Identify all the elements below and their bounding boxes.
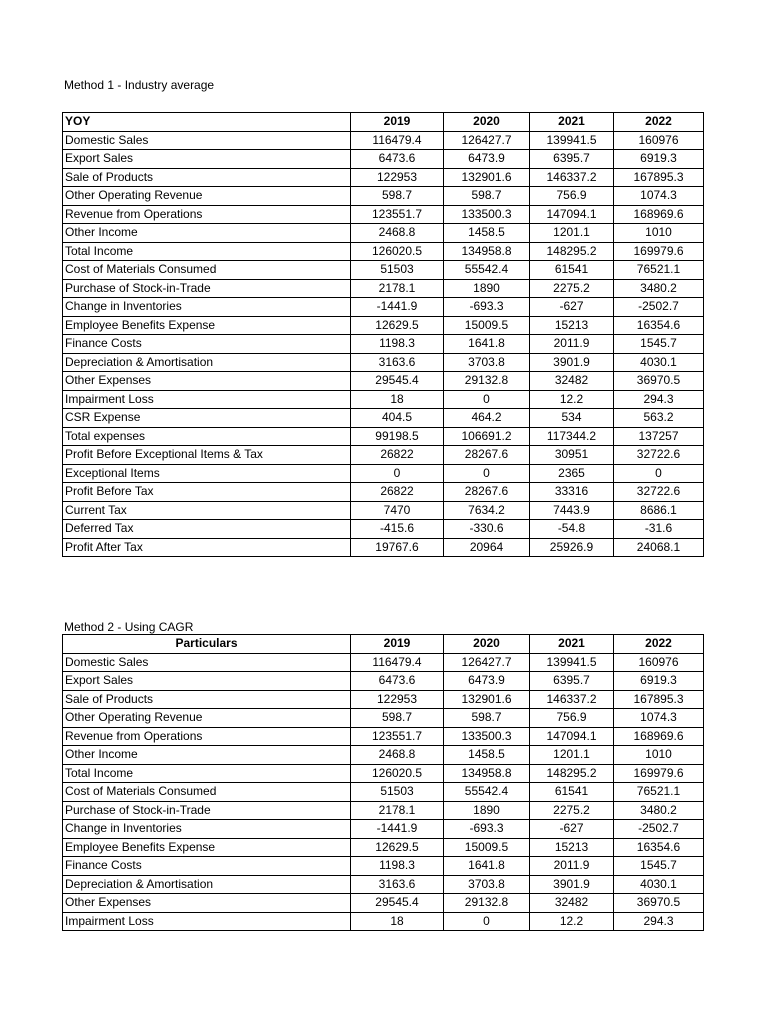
row-label-cell: Sale of Products	[63, 168, 351, 187]
table-row	[63, 224, 704, 243]
year-header-cell: 2020	[444, 635, 530, 654]
row-label-cell: Current Tax	[63, 501, 351, 520]
value-cell: 1641.8	[444, 335, 530, 354]
value-cell: 55542.4	[444, 261, 530, 280]
table-row	[63, 353, 704, 372]
table-row	[63, 316, 704, 335]
row-label-cell: Revenue from Operations	[63, 727, 351, 746]
row-label-cell: CSR Expense	[63, 409, 351, 428]
value-cell: 1074.3	[614, 187, 704, 206]
row-label-cell: Total expenses	[63, 427, 351, 446]
table-row	[63, 298, 704, 317]
row-label-cell: Other Expenses	[63, 894, 351, 913]
value-cell: 117344.2	[530, 427, 614, 446]
value-cell: 4030.1	[614, 875, 704, 894]
value-cell: 598.7	[444, 709, 530, 728]
row-label-cell: Change in Inventories	[63, 820, 351, 839]
row-label-cell: Domestic Sales	[63, 653, 351, 672]
value-cell: 148295.2	[530, 764, 614, 783]
table-row	[63, 538, 704, 557]
table-row	[63, 242, 704, 261]
value-cell: 168969.6	[614, 727, 704, 746]
value-cell: 16354.6	[614, 316, 704, 335]
method2-title: Method 2 - Using CAGR	[64, 620, 194, 634]
value-cell: 12629.5	[351, 838, 444, 857]
table-row	[63, 335, 704, 354]
value-cell: 168969.6	[614, 205, 704, 224]
value-cell: 134958.8	[444, 242, 530, 261]
method1-table-body	[63, 131, 704, 557]
value-cell: 3703.8	[444, 875, 530, 894]
value-cell: 15213	[530, 316, 614, 335]
value-cell: 169979.6	[614, 764, 704, 783]
value-cell: 6395.7	[530, 672, 614, 691]
row-label-cell: Export Sales	[63, 672, 351, 691]
row-label-cell: Other Income	[63, 746, 351, 765]
row-label-cell: Cost of Materials Consumed	[63, 783, 351, 802]
table-row	[63, 912, 704, 931]
value-cell: 1890	[444, 279, 530, 298]
table-row	[63, 672, 704, 691]
row-label-cell: Employee Benefits Expense	[63, 838, 351, 857]
value-cell: 7443.9	[530, 501, 614, 520]
value-cell: 294.3	[614, 390, 704, 409]
value-cell: 2468.8	[351, 746, 444, 765]
table-row	[63, 390, 704, 409]
table-row	[63, 464, 704, 483]
value-cell: 3901.9	[530, 875, 614, 894]
value-cell: 12629.5	[351, 316, 444, 335]
value-cell: 1545.7	[614, 857, 704, 876]
row-label-cell: Depreciation & Amortisation	[63, 875, 351, 894]
value-cell: 160976	[614, 653, 704, 672]
value-cell: 29132.8	[444, 372, 530, 391]
method2-table-body	[63, 653, 704, 931]
value-cell: 126427.7	[444, 131, 530, 150]
value-cell: 147094.1	[530, 727, 614, 746]
table-row	[63, 709, 704, 728]
row-label-cell: Total Income	[63, 764, 351, 783]
value-cell: 294.3	[614, 912, 704, 931]
value-cell: 126020.5	[351, 242, 444, 261]
value-cell: 148295.2	[530, 242, 614, 261]
value-cell: 1201.1	[530, 746, 614, 765]
table-row	[63, 168, 704, 187]
table-row	[63, 372, 704, 391]
table-row	[63, 857, 704, 876]
value-cell: 26822	[351, 483, 444, 502]
row-label-cell: Impairment Loss	[63, 912, 351, 931]
value-cell: 6473.9	[444, 150, 530, 169]
value-cell: 61541	[530, 783, 614, 802]
value-cell: -54.8	[530, 520, 614, 539]
value-cell: 36970.5	[614, 894, 704, 913]
table-row	[63, 279, 704, 298]
value-cell: -1441.9	[351, 820, 444, 839]
table-row	[63, 727, 704, 746]
table-row	[63, 483, 704, 502]
value-cell: 15009.5	[444, 838, 530, 857]
value-cell: 167895.3	[614, 168, 704, 187]
value-cell: 146337.2	[530, 168, 614, 187]
value-cell: -330.6	[444, 520, 530, 539]
value-cell: 116479.4	[351, 653, 444, 672]
value-cell: 6919.3	[614, 672, 704, 691]
value-cell: 534	[530, 409, 614, 428]
row-label-cell: Change in Inventories	[63, 298, 351, 317]
row-label-cell: Purchase of Stock-in-Trade	[63, 279, 351, 298]
value-cell: 61541	[530, 261, 614, 280]
row-label-cell: Finance Costs	[63, 857, 351, 876]
row-label-cell: Profit Before Tax	[63, 483, 351, 502]
header-label-cell: Particulars	[63, 635, 351, 654]
table-row	[63, 783, 704, 802]
value-cell: 76521.1	[614, 261, 704, 280]
value-cell: 4030.1	[614, 353, 704, 372]
value-cell: 0	[444, 464, 530, 483]
value-cell: 18	[351, 912, 444, 931]
value-cell: 15009.5	[444, 316, 530, 335]
value-cell: 167895.3	[614, 690, 704, 709]
row-label-cell: Profit Before Exceptional Items & Tax	[63, 446, 351, 465]
value-cell: 3163.6	[351, 875, 444, 894]
value-cell: 147094.1	[530, 205, 614, 224]
value-cell: 1201.1	[530, 224, 614, 243]
value-cell: 2178.1	[351, 801, 444, 820]
row-label-cell: Profit After Tax	[63, 538, 351, 557]
value-cell: 1198.3	[351, 335, 444, 354]
value-cell: 3480.2	[614, 279, 704, 298]
value-cell: 464.2	[444, 409, 530, 428]
value-cell: 139941.5	[530, 131, 614, 150]
table-row	[63, 501, 704, 520]
value-cell: 32482	[530, 894, 614, 913]
value-cell: 1641.8	[444, 857, 530, 876]
value-cell: 404.5	[351, 409, 444, 428]
row-label-cell: Finance Costs	[63, 335, 351, 354]
year-header-cell: 2021	[530, 635, 614, 654]
row-label-cell: Other Operating Revenue	[63, 709, 351, 728]
value-cell: 598.7	[351, 187, 444, 206]
value-cell: -31.6	[614, 520, 704, 539]
value-cell: 132901.6	[444, 690, 530, 709]
method2-table	[62, 634, 704, 931]
value-cell: 25926.9	[530, 538, 614, 557]
value-cell: 3163.6	[351, 353, 444, 372]
value-cell: 1198.3	[351, 857, 444, 876]
value-cell: 2178.1	[351, 279, 444, 298]
table-row	[63, 746, 704, 765]
value-cell: 0	[444, 390, 530, 409]
value-cell: 123551.7	[351, 205, 444, 224]
value-cell: 7634.2	[444, 501, 530, 520]
value-cell: 137257	[614, 427, 704, 446]
value-cell: 123551.7	[351, 727, 444, 746]
value-cell: 756.9	[530, 709, 614, 728]
value-cell: 146337.2	[530, 690, 614, 709]
value-cell: 122953	[351, 168, 444, 187]
year-header-cell: 2020	[444, 113, 530, 132]
row-label-cell: Export Sales	[63, 150, 351, 169]
value-cell: 1545.7	[614, 335, 704, 354]
value-cell: 122953	[351, 690, 444, 709]
value-cell: 51503	[351, 261, 444, 280]
value-cell: 2275.2	[530, 279, 614, 298]
value-cell: 6473.6	[351, 672, 444, 691]
table-row	[63, 820, 704, 839]
method1-table	[62, 112, 704, 557]
row-label-cell: Total Income	[63, 242, 351, 261]
table-row	[63, 150, 704, 169]
value-cell: 1458.5	[444, 746, 530, 765]
value-cell: -1441.9	[351, 298, 444, 317]
value-cell: 133500.3	[444, 205, 530, 224]
value-cell: 18	[351, 390, 444, 409]
table-row	[63, 894, 704, 913]
row-label-cell: Other Expenses	[63, 372, 351, 391]
value-cell: 32722.6	[614, 446, 704, 465]
value-cell: 2011.9	[530, 857, 614, 876]
value-cell: 29545.4	[351, 372, 444, 391]
value-cell: 33316	[530, 483, 614, 502]
value-cell: 7470	[351, 501, 444, 520]
value-cell: 1458.5	[444, 224, 530, 243]
row-label-cell: Exceptional Items	[63, 464, 351, 483]
value-cell: 2275.2	[530, 801, 614, 820]
value-cell: -627	[530, 298, 614, 317]
value-cell: 116479.4	[351, 131, 444, 150]
value-cell: 12.2	[530, 390, 614, 409]
value-cell: 6473.6	[351, 150, 444, 169]
table-row	[63, 261, 704, 280]
table-row	[63, 187, 704, 206]
table-row	[63, 427, 704, 446]
value-cell: 0	[351, 464, 444, 483]
value-cell: 133500.3	[444, 727, 530, 746]
table-row	[63, 875, 704, 894]
row-label-cell: Other Income	[63, 224, 351, 243]
year-header-cell: 2019	[351, 113, 444, 132]
value-cell: 16354.6	[614, 838, 704, 857]
value-cell: -2502.7	[614, 820, 704, 839]
value-cell: 598.7	[351, 709, 444, 728]
value-cell: -2502.7	[614, 298, 704, 317]
header-label-cell: YOY	[63, 113, 351, 132]
value-cell: 6919.3	[614, 150, 704, 169]
value-cell: 32722.6	[614, 483, 704, 502]
year-header-cell: 2022	[614, 113, 704, 132]
row-label-cell: Deferred Tax	[63, 520, 351, 539]
table-row	[63, 838, 704, 857]
value-cell: -693.3	[444, 298, 530, 317]
row-label-cell: Depreciation & Amortisation	[63, 353, 351, 372]
value-cell: 19767.6	[351, 538, 444, 557]
table-header-row	[63, 635, 704, 654]
value-cell: 169979.6	[614, 242, 704, 261]
value-cell: 0	[614, 464, 704, 483]
value-cell: 55542.4	[444, 783, 530, 802]
value-cell: 1010	[614, 224, 704, 243]
value-cell: 3901.9	[530, 353, 614, 372]
table-row	[63, 520, 704, 539]
value-cell: 126427.7	[444, 653, 530, 672]
row-label-cell: Domestic Sales	[63, 131, 351, 150]
year-header-cell: 2019	[351, 635, 444, 654]
value-cell: 2365	[530, 464, 614, 483]
value-cell: -627	[530, 820, 614, 839]
value-cell: 1890	[444, 801, 530, 820]
value-cell: 20964	[444, 538, 530, 557]
year-header-cell: 2022	[614, 635, 704, 654]
value-cell: 1010	[614, 746, 704, 765]
value-cell: 30951	[530, 446, 614, 465]
row-label-cell: Employee Benefits Expense	[63, 316, 351, 335]
value-cell: 26822	[351, 446, 444, 465]
row-label-cell: Cost of Materials Consumed	[63, 261, 351, 280]
table-row	[63, 653, 704, 672]
row-label-cell: Sale of Products	[63, 690, 351, 709]
method1-title: Method 1 - Industry average	[64, 78, 215, 92]
value-cell: 126020.5	[351, 764, 444, 783]
row-label-cell: Revenue from Operations	[63, 205, 351, 224]
value-cell: 76521.1	[614, 783, 704, 802]
value-cell: 12.2	[530, 912, 614, 931]
table-row	[63, 764, 704, 783]
value-cell: 6395.7	[530, 150, 614, 169]
value-cell: 132901.6	[444, 168, 530, 187]
value-cell: 756.9	[530, 187, 614, 206]
value-cell: 3480.2	[614, 801, 704, 820]
value-cell: 8686.1	[614, 501, 704, 520]
value-cell: 598.7	[444, 187, 530, 206]
value-cell: 28267.6	[444, 446, 530, 465]
value-cell: 36970.5	[614, 372, 704, 391]
value-cell: 15213	[530, 838, 614, 857]
table-row	[63, 409, 704, 428]
value-cell: 3703.8	[444, 353, 530, 372]
value-cell: 0	[444, 912, 530, 931]
value-cell: 160976	[614, 131, 704, 150]
value-cell: 6473.9	[444, 672, 530, 691]
value-cell: 563.2	[614, 409, 704, 428]
value-cell: 134958.8	[444, 764, 530, 783]
table-row	[63, 446, 704, 465]
value-cell: 2011.9	[530, 335, 614, 354]
value-cell: 2468.8	[351, 224, 444, 243]
value-cell: 51503	[351, 783, 444, 802]
value-cell: 24068.1	[614, 538, 704, 557]
value-cell: -693.3	[444, 820, 530, 839]
value-cell: 29132.8	[444, 894, 530, 913]
value-cell: 139941.5	[530, 653, 614, 672]
table-row	[63, 205, 704, 224]
year-header-cell: 2021	[530, 113, 614, 132]
value-cell: 32482	[530, 372, 614, 391]
value-cell: -415.6	[351, 520, 444, 539]
row-label-cell: Other Operating Revenue	[63, 187, 351, 206]
value-cell: 28267.6	[444, 483, 530, 502]
row-label-cell: Impairment Loss	[63, 390, 351, 409]
value-cell: 106691.2	[444, 427, 530, 446]
value-cell: 99198.5	[351, 427, 444, 446]
table-row	[63, 801, 704, 820]
table-row	[63, 690, 704, 709]
value-cell: 1074.3	[614, 709, 704, 728]
table-row	[63, 131, 704, 150]
value-cell: 29545.4	[351, 894, 444, 913]
table-header-row	[63, 113, 704, 132]
row-label-cell: Purchase of Stock-in-Trade	[63, 801, 351, 820]
